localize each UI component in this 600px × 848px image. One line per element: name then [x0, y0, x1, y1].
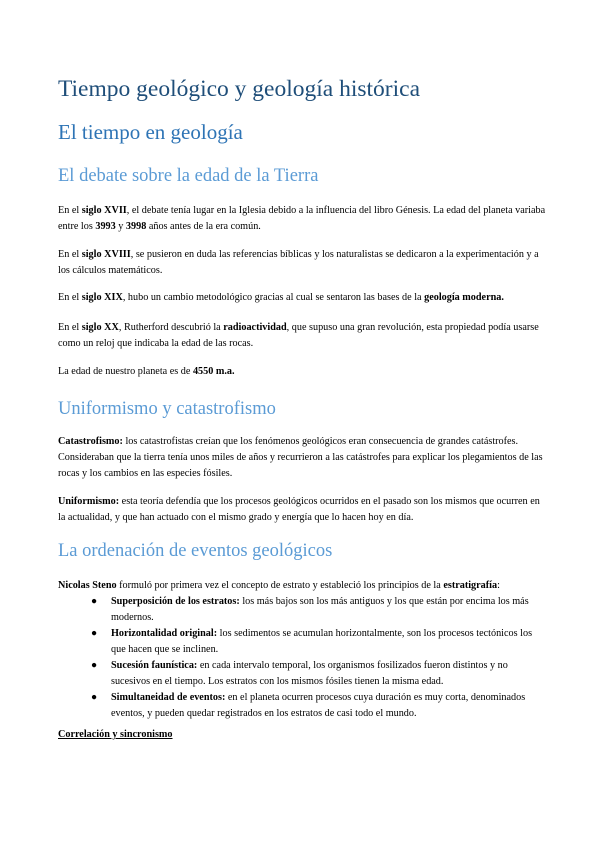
- debate-paragraph-3: En el siglo XIX, hubo un cambio metodológico gracias al cual se sentaron las bases de la geología moderna.: [58, 292, 504, 303]
- uniform-heading: Uniformismo y catastrofismo: [58, 399, 276, 419]
- uniformismo-paragraph: Uniformismo: esta teoría defendía que los procesos geológicos ocurridos en el pasado son los mismos que ocurren en la actualidad, y que han actuado con el mismo grado y energía que lo hacen hoy en día.: [58, 496, 540, 523]
- bullet-icon: ●: [91, 692, 98, 703]
- debate-heading: El debate sobre la edad de la Tierra: [58, 166, 319, 186]
- debate-paragraph-5: La edad de nuestro planeta es de 4550 m.a.: [58, 366, 235, 377]
- bullet-icon: ●: [91, 628, 98, 639]
- principles-list: [58, 594, 548, 722]
- list-item: ● Sucesión faunística: en cada intervalo temporal, los organismos fosilizados fueron distintos y no sucesivos en el tiempo. Los estratos con los mismos fósiles tienen la misma edad.: [91, 660, 508, 687]
- document-title: Tiempo geológico y geología histórica: [58, 76, 421, 102]
- order-heading: La ordenación de eventos geológicos: [58, 541, 333, 561]
- list-item: ● Simultaneidad de eventos: en el planeta ocurren procesos cuya duración es muy corta, denominados eventos, y pueden quedar registrados en los estratos de casi todo el mundo.: [91, 692, 526, 719]
- correlation-subheading: Correlación y sincronismo: [58, 729, 173, 740]
- section-heading: El tiempo en geología: [58, 120, 243, 144]
- debate-paragraph-2: En el siglo XVIII, se pusieron en duda las referencias bíblicas y los naturalistas se dedicaron a la experimentación y a los cálculos matemáticos.: [58, 249, 539, 276]
- catastrofismo-paragraph: Catastrofismo: los catastrofistas creían que los fenómenos geológicos eran consecuencia de grandes catástrofes. Consideraban que la tierra tenía unos miles de años y recurrieron a las catástrofes para explicar los plegamientos de las rocas y los cambios en las especies fósiles.: [58, 436, 543, 479]
- debate-paragraph-1: En el siglo XVII, el debate tenía lugar en la Iglesia debido a la influencia del libro Génesis. La edad del planeta variaba entre los 3993 y 3998 años antes de la era común.: [58, 205, 546, 232]
- steno-intro: Nicolas Steno formuló por primera vez el concepto de estrato y estableció los principios de la estratigrafía:: [58, 580, 500, 591]
- list-item: ● Horizontalidad original: los sedimentos se acumulan horizontalmente, son los procesos tectónicos los que hacen que se inclinen.: [91, 628, 533, 655]
- bullet-icon: ●: [91, 660, 98, 671]
- bullet-icon: ●: [91, 596, 98, 607]
- debate-paragraph-4: En el siglo XX, Rutherford descubrió la radioactividad, que supuso una gran revolución, esta propiedad podía usarse como un reloj que indicaba la edad de las rocas.: [58, 322, 539, 349]
- list-item: ● Superposición de los estratos: los más bajos son los más antiguos y los que están por encima los más modernos.: [91, 596, 529, 623]
